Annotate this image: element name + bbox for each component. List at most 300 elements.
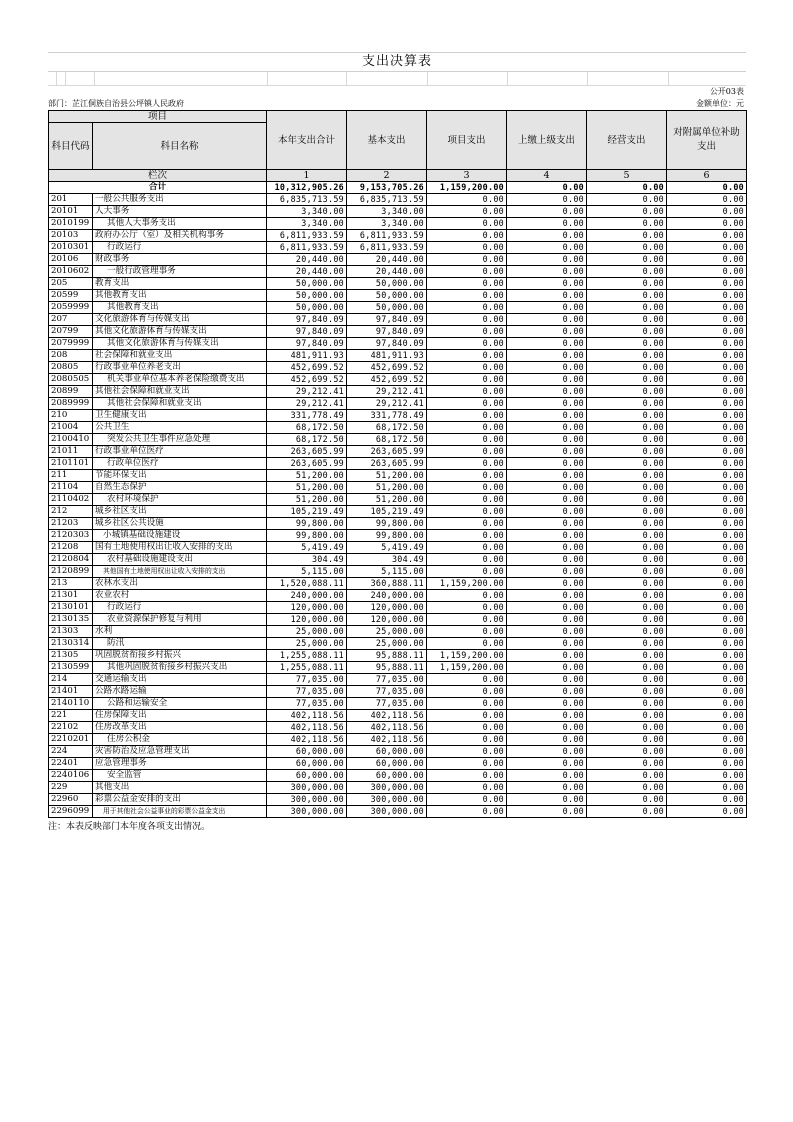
amount-cell: 99,800.00 xyxy=(347,518,427,530)
amount-cell: 0.00 xyxy=(427,350,507,362)
subject-code: 21203 xyxy=(49,518,93,530)
amount-cell: 0.00 xyxy=(667,350,747,362)
amount-cell: 0.00 xyxy=(427,254,507,266)
subject-name: 农业农村 xyxy=(93,590,267,602)
department-label: 部门：芷江侗族自治县公坪镇人民政府 xyxy=(48,99,184,108)
subject-name: 住房保障支出 xyxy=(93,710,267,722)
subject-code: 213 xyxy=(49,578,93,590)
column-number: 5 xyxy=(587,170,667,182)
amount-cell: 5,115.00 xyxy=(267,566,347,578)
amount-cell: 0.00 xyxy=(587,746,667,758)
amount-cell: 0.00 xyxy=(587,626,667,638)
amount-cell: 120,000.00 xyxy=(347,614,427,626)
subject-name: 社会保障和就业支出 xyxy=(93,350,267,362)
header-col-2: 基本支出 xyxy=(347,111,427,170)
amount-cell: 0.00 xyxy=(507,446,587,458)
amount-cell: 0.00 xyxy=(667,398,747,410)
subject-name: 城乡社区公共设施 xyxy=(93,518,267,530)
table-row xyxy=(49,722,747,734)
amount-cell: 3,340.00 xyxy=(267,206,347,218)
total-value: 1,159,200.00 xyxy=(427,182,507,194)
table-row xyxy=(49,254,747,266)
amount-cell: 0.00 xyxy=(587,266,667,278)
amount-cell: 0.00 xyxy=(587,530,667,542)
amount-cell: 99,800.00 xyxy=(347,530,427,542)
amount-cell: 0.00 xyxy=(667,302,747,314)
amount-cell: 0.00 xyxy=(427,698,507,710)
amount-cell: 0.00 xyxy=(667,386,747,398)
subject-name: 彩票公益金安排的支出 xyxy=(93,794,267,806)
table-row xyxy=(49,602,747,614)
subject-name: 公路水路运输 xyxy=(93,686,267,698)
amount-cell: 29,212.41 xyxy=(267,398,347,410)
report-sheet xyxy=(48,52,746,832)
amount-cell: 0.00 xyxy=(667,410,747,422)
amount-cell: 0.00 xyxy=(507,314,587,326)
table-row xyxy=(49,674,747,686)
amount-cell: 0.00 xyxy=(507,626,587,638)
amount-cell: 0.00 xyxy=(587,374,667,386)
amount-cell: 0.00 xyxy=(667,422,747,434)
subject-code: 21004 xyxy=(49,422,93,434)
form-code: 公开03表 xyxy=(709,87,744,96)
amount-cell: 0.00 xyxy=(507,794,587,806)
amount-cell: 402,118.56 xyxy=(347,722,427,734)
amount-cell: 0.00 xyxy=(507,746,587,758)
subject-code: 20106 xyxy=(49,254,93,266)
subject-code: 2130599 xyxy=(49,662,93,674)
subject-name: 政府办公厅（室）及相关机构事务 xyxy=(93,230,267,242)
amount-cell: 0.00 xyxy=(507,410,587,422)
amount-cell: 0.00 xyxy=(507,542,587,554)
amount-cell: 0.00 xyxy=(587,206,667,218)
amount-cell: 0.00 xyxy=(587,290,667,302)
amount-cell: 481,911.93 xyxy=(267,350,347,362)
subject-name: 行政运行 xyxy=(93,602,267,614)
subject-code: 2130101 xyxy=(49,602,93,614)
subject-code: 229 xyxy=(49,782,93,794)
amount-cell: 304.49 xyxy=(267,554,347,566)
amount-cell: 51,200.00 xyxy=(267,470,347,482)
unit-label: 金额单位：元 xyxy=(696,99,744,108)
table-row xyxy=(49,362,747,374)
header-col-4: 上缴上级支出 xyxy=(507,111,587,170)
blank-header-row xyxy=(48,72,746,86)
amount-cell: 0.00 xyxy=(507,338,587,350)
amount-cell: 263,605.99 xyxy=(267,446,347,458)
amount-cell: 0.00 xyxy=(427,734,507,746)
amount-cell: 0.00 xyxy=(667,194,747,206)
table-row xyxy=(49,326,747,338)
amount-cell: 0.00 xyxy=(507,662,587,674)
table-row xyxy=(49,638,747,650)
subject-code: 2110402 xyxy=(49,494,93,506)
amount-cell: 0.00 xyxy=(667,566,747,578)
header-col-3: 项目支出 xyxy=(427,111,507,170)
subject-name: 机关事业单位基本养老保险缴费支出 xyxy=(93,374,267,386)
amount-cell: 0.00 xyxy=(507,386,587,398)
subject-code: 214 xyxy=(49,674,93,686)
amount-cell: 0.00 xyxy=(427,206,507,218)
amount-cell: 120,000.00 xyxy=(267,614,347,626)
amount-cell: 0.00 xyxy=(667,686,747,698)
table-row xyxy=(49,542,747,554)
column-number: 3 xyxy=(427,170,507,182)
amount-cell: 0.00 xyxy=(587,614,667,626)
subject-code: 2101101 xyxy=(49,458,93,470)
table-row xyxy=(49,470,747,482)
subject-code: 221 xyxy=(49,710,93,722)
subject-name: 文化旅游体育与传媒支出 xyxy=(93,314,267,326)
amount-cell: 0.00 xyxy=(667,542,747,554)
amount-cell: 0.00 xyxy=(667,734,747,746)
amount-cell: 0.00 xyxy=(667,614,747,626)
subject-name: 交通运输支出 xyxy=(93,674,267,686)
amount-cell: 120,000.00 xyxy=(267,602,347,614)
amount-cell: 0.00 xyxy=(587,302,667,314)
subject-code: 22401 xyxy=(49,758,93,770)
amount-cell: 1,255,088.11 xyxy=(267,650,347,662)
amount-cell: 0.00 xyxy=(507,650,587,662)
amount-cell: 0.00 xyxy=(507,602,587,614)
amount-cell: 77,035.00 xyxy=(267,698,347,710)
amount-cell: 99,800.00 xyxy=(267,518,347,530)
subject-name: 农林水支出 xyxy=(93,578,267,590)
subject-code: 212 xyxy=(49,506,93,518)
amount-cell: 20,440.00 xyxy=(267,266,347,278)
amount-cell: 0.00 xyxy=(427,278,507,290)
table-row xyxy=(49,662,747,674)
amount-cell: 0.00 xyxy=(667,590,747,602)
table-row xyxy=(49,554,747,566)
amount-cell: 20,440.00 xyxy=(347,254,427,266)
amount-cell: 51,200.00 xyxy=(267,494,347,506)
amount-cell: 0.00 xyxy=(587,554,667,566)
total-value: 0.00 xyxy=(667,182,747,194)
amount-cell: 77,035.00 xyxy=(347,674,427,686)
amount-cell: 0.00 xyxy=(427,302,507,314)
subject-code: 224 xyxy=(49,746,93,758)
amount-cell: 0.00 xyxy=(427,422,507,434)
amount-cell: 0.00 xyxy=(587,734,667,746)
amount-cell: 0.00 xyxy=(667,278,747,290)
table-row xyxy=(49,494,747,506)
table-note: 注：本表反映部门本年度各项支出情况。 xyxy=(48,822,211,832)
amount-cell: 0.00 xyxy=(667,626,747,638)
amount-cell: 0.00 xyxy=(667,242,747,254)
amount-cell: 360,888.11 xyxy=(347,578,427,590)
amount-cell: 0.00 xyxy=(507,494,587,506)
amount-cell: 51,200.00 xyxy=(267,482,347,494)
subject-name: 其他社会保障和就业支出 xyxy=(93,398,267,410)
amount-cell: 0.00 xyxy=(507,278,587,290)
amount-cell: 0.00 xyxy=(507,674,587,686)
amount-cell: 481,911.93 xyxy=(347,350,427,362)
amount-cell: 0.00 xyxy=(427,686,507,698)
amount-cell: 300,000.00 xyxy=(267,806,347,818)
amount-cell: 0.00 xyxy=(587,674,667,686)
amount-cell: 0.00 xyxy=(427,638,507,650)
amount-cell: 0.00 xyxy=(427,674,507,686)
amount-cell: 0.00 xyxy=(667,326,747,338)
table-row xyxy=(49,626,747,638)
amount-cell: 0.00 xyxy=(587,650,667,662)
subject-code: 20805 xyxy=(49,362,93,374)
subject-name: 人大事务 xyxy=(93,206,267,218)
table-row xyxy=(49,710,747,722)
amount-cell: 263,605.99 xyxy=(347,458,427,470)
subject-code: 20599 xyxy=(49,290,93,302)
subject-code: 2010602 xyxy=(49,266,93,278)
amount-cell: 0.00 xyxy=(507,518,587,530)
table-row xyxy=(49,650,747,662)
amount-cell: 0.00 xyxy=(587,446,667,458)
amount-cell: 0.00 xyxy=(507,806,587,818)
header-code: 科目代码 xyxy=(49,123,93,170)
amount-cell: 6,835,713.59 xyxy=(347,194,427,206)
amount-cell: 0.00 xyxy=(587,782,667,794)
amount-cell: 452,699.52 xyxy=(347,362,427,374)
subject-name: 教育支出 xyxy=(93,278,267,290)
amount-cell: 60,000.00 xyxy=(347,758,427,770)
amount-cell: 0.00 xyxy=(507,506,587,518)
table-row xyxy=(49,278,747,290)
subject-name: 城乡社区支出 xyxy=(93,506,267,518)
header-col-1: 本年支出合计 xyxy=(267,111,347,170)
amount-cell: 0.00 xyxy=(667,770,747,782)
amount-cell: 0.00 xyxy=(667,662,747,674)
amount-cell: 0.00 xyxy=(587,254,667,266)
table-row xyxy=(49,518,747,530)
subject-name: 其他教育支出 xyxy=(93,302,267,314)
amount-cell: 0.00 xyxy=(587,542,667,554)
amount-cell: 0.00 xyxy=(507,578,587,590)
amount-cell: 0.00 xyxy=(667,458,747,470)
total-row xyxy=(49,182,747,194)
table-row xyxy=(49,434,747,446)
subject-name: 行政事业单位养老支出 xyxy=(93,362,267,374)
amount-cell: 50,000.00 xyxy=(347,290,427,302)
header-col-6: 对附属单位补助支出 xyxy=(667,111,747,170)
table-row xyxy=(49,782,747,794)
table-row xyxy=(49,746,747,758)
table-row xyxy=(49,578,747,590)
column-number: 6 xyxy=(667,170,747,182)
subject-name: 其他巩固脱贫衔接乡村振兴支出 xyxy=(93,662,267,674)
amount-cell: 0.00 xyxy=(507,698,587,710)
subject-code: 2010301 xyxy=(49,242,93,254)
amount-cell: 105,219.49 xyxy=(347,506,427,518)
subject-code: 20899 xyxy=(49,386,93,398)
amount-cell: 3,340.00 xyxy=(267,218,347,230)
subject-code: 210 xyxy=(49,410,93,422)
amount-cell: 0.00 xyxy=(587,566,667,578)
amount-cell: 6,811,933.59 xyxy=(347,242,427,254)
amount-cell: 0.00 xyxy=(667,290,747,302)
amount-cell: 50,000.00 xyxy=(267,278,347,290)
subject-name: 国有土地使用权出让收入安排的支出 xyxy=(93,542,267,554)
amount-cell: 5,115.00 xyxy=(347,566,427,578)
subject-code: 20103 xyxy=(49,230,93,242)
amount-cell: 97,840.09 xyxy=(347,314,427,326)
subject-code: 21401 xyxy=(49,686,93,698)
amount-cell: 0.00 xyxy=(507,362,587,374)
amount-cell: 0.00 xyxy=(587,422,667,434)
amount-cell: 0.00 xyxy=(667,446,747,458)
subject-name: 农村环境保护 xyxy=(93,494,267,506)
amount-cell: 0.00 xyxy=(587,722,667,734)
amount-cell: 97,840.09 xyxy=(267,326,347,338)
subject-name: 其他人大事务支出 xyxy=(93,218,267,230)
amount-cell: 0.00 xyxy=(667,230,747,242)
total-value: 10,312,905.26 xyxy=(267,182,347,194)
amount-cell: 0.00 xyxy=(667,362,747,374)
amount-cell: 0.00 xyxy=(507,302,587,314)
amount-cell: 0.00 xyxy=(427,710,507,722)
subject-code: 2120899 xyxy=(49,566,93,578)
amount-cell: 99,800.00 xyxy=(267,530,347,542)
amount-cell: 0.00 xyxy=(667,434,747,446)
amount-cell: 1,159,200.00 xyxy=(427,578,507,590)
amount-cell: 0.00 xyxy=(667,518,747,530)
table-row xyxy=(49,218,747,230)
amount-cell: 0.00 xyxy=(427,218,507,230)
amount-cell: 0.00 xyxy=(587,434,667,446)
expenditure-table xyxy=(48,110,747,818)
amount-cell: 240,000.00 xyxy=(267,590,347,602)
amount-cell: 0.00 xyxy=(507,722,587,734)
amount-cell: 331,778.49 xyxy=(267,410,347,422)
amount-cell: 77,035.00 xyxy=(347,698,427,710)
table-row xyxy=(49,758,747,770)
column-number: 4 xyxy=(507,170,587,182)
subject-code: 21011 xyxy=(49,446,93,458)
amount-cell: 0.00 xyxy=(587,482,667,494)
amount-cell: 0.00 xyxy=(507,206,587,218)
subject-code: 20799 xyxy=(49,326,93,338)
amount-cell: 0.00 xyxy=(667,602,747,614)
page-title: 支出决算表 xyxy=(48,52,746,72)
amount-cell: 0.00 xyxy=(667,674,747,686)
amount-cell: 0.00 xyxy=(427,494,507,506)
subject-code: 2240106 xyxy=(49,770,93,782)
amount-cell: 0.00 xyxy=(507,566,587,578)
subject-name: 行政运行 xyxy=(93,242,267,254)
table-row xyxy=(49,770,747,782)
amount-cell: 0.00 xyxy=(427,554,507,566)
table-row xyxy=(49,230,747,242)
amount-cell: 0.00 xyxy=(667,374,747,386)
amount-cell: 5,419.49 xyxy=(267,542,347,554)
table-row xyxy=(49,410,747,422)
amount-cell: 0.00 xyxy=(587,494,667,506)
table-row xyxy=(49,734,747,746)
amount-cell: 0.00 xyxy=(427,614,507,626)
subject-code: 2130135 xyxy=(49,614,93,626)
subject-code: 2140110 xyxy=(49,698,93,710)
amount-cell: 0.00 xyxy=(587,578,667,590)
table-row xyxy=(49,614,747,626)
amount-cell: 0.00 xyxy=(427,194,507,206)
amount-cell: 0.00 xyxy=(507,554,587,566)
subject-code: 2120804 xyxy=(49,554,93,566)
subject-code: 205 xyxy=(49,278,93,290)
amount-cell: 0.00 xyxy=(587,242,667,254)
amount-cell: 0.00 xyxy=(667,578,747,590)
amount-cell: 0.00 xyxy=(427,398,507,410)
amount-cell: 0.00 xyxy=(587,698,667,710)
amount-cell: 0.00 xyxy=(427,446,507,458)
subject-name: 卫生健康支出 xyxy=(93,410,267,422)
subject-code: 201 xyxy=(49,194,93,206)
amount-cell: 0.00 xyxy=(427,314,507,326)
subject-code: 2210201 xyxy=(49,734,93,746)
amount-cell: 0.00 xyxy=(587,314,667,326)
amount-cell: 68,172.50 xyxy=(347,422,427,434)
amount-cell: 105,219.49 xyxy=(267,506,347,518)
amount-cell: 3,340.00 xyxy=(347,206,427,218)
amount-cell: 5,419.49 xyxy=(347,542,427,554)
subject-name: 住房改革支出 xyxy=(93,722,267,734)
total-value: 0.00 xyxy=(507,182,587,194)
amount-cell: 0.00 xyxy=(427,470,507,482)
table-row xyxy=(49,266,747,278)
amount-cell: 0.00 xyxy=(587,662,667,674)
amount-cell: 452,699.52 xyxy=(267,374,347,386)
amount-cell: 0.00 xyxy=(427,482,507,494)
amount-cell: 6,811,933.59 xyxy=(347,230,427,242)
column-number: 2 xyxy=(347,170,427,182)
amount-cell: 0.00 xyxy=(587,770,667,782)
amount-cell: 0.00 xyxy=(667,506,747,518)
amount-cell: 0.00 xyxy=(507,686,587,698)
amount-cell: 0.00 xyxy=(667,218,747,230)
table-row xyxy=(49,206,747,218)
table-row xyxy=(49,242,747,254)
amount-cell: 0.00 xyxy=(427,590,507,602)
amount-cell: 0.00 xyxy=(667,782,747,794)
subject-code: 21303 xyxy=(49,626,93,638)
amount-cell: 0.00 xyxy=(587,326,667,338)
subject-name: 用于其他社会公益事业的彩票公益金支出 xyxy=(93,806,267,818)
subject-name: 水利 xyxy=(93,626,267,638)
amount-cell: 0.00 xyxy=(587,602,667,614)
table-row xyxy=(49,806,747,818)
amount-cell: 20,440.00 xyxy=(267,254,347,266)
header-col-5: 经营支出 xyxy=(587,111,667,170)
amount-cell: 25,000.00 xyxy=(347,626,427,638)
amount-cell: 20,440.00 xyxy=(347,266,427,278)
amount-cell: 0.00 xyxy=(507,350,587,362)
amount-cell: 25,000.00 xyxy=(347,638,427,650)
amount-cell: 0.00 xyxy=(427,326,507,338)
column-number: 1 xyxy=(267,170,347,182)
amount-cell: 0.00 xyxy=(667,470,747,482)
amount-cell: 0.00 xyxy=(587,470,667,482)
subject-code: 21104 xyxy=(49,482,93,494)
subject-name: 农业资源保护修复与利用 xyxy=(93,614,267,626)
subject-name: 其他社会保障和就业支出 xyxy=(93,386,267,398)
amount-cell: 0.00 xyxy=(507,710,587,722)
table-row xyxy=(49,566,747,578)
amount-cell: 0.00 xyxy=(667,494,747,506)
amount-cell: 51,200.00 xyxy=(347,482,427,494)
amount-cell: 0.00 xyxy=(507,422,587,434)
amount-cell: 0.00 xyxy=(427,290,507,302)
amount-cell: 0.00 xyxy=(427,266,507,278)
header-item-group: 项目 xyxy=(49,111,267,123)
subject-name: 行政事业单位医疗 xyxy=(93,446,267,458)
